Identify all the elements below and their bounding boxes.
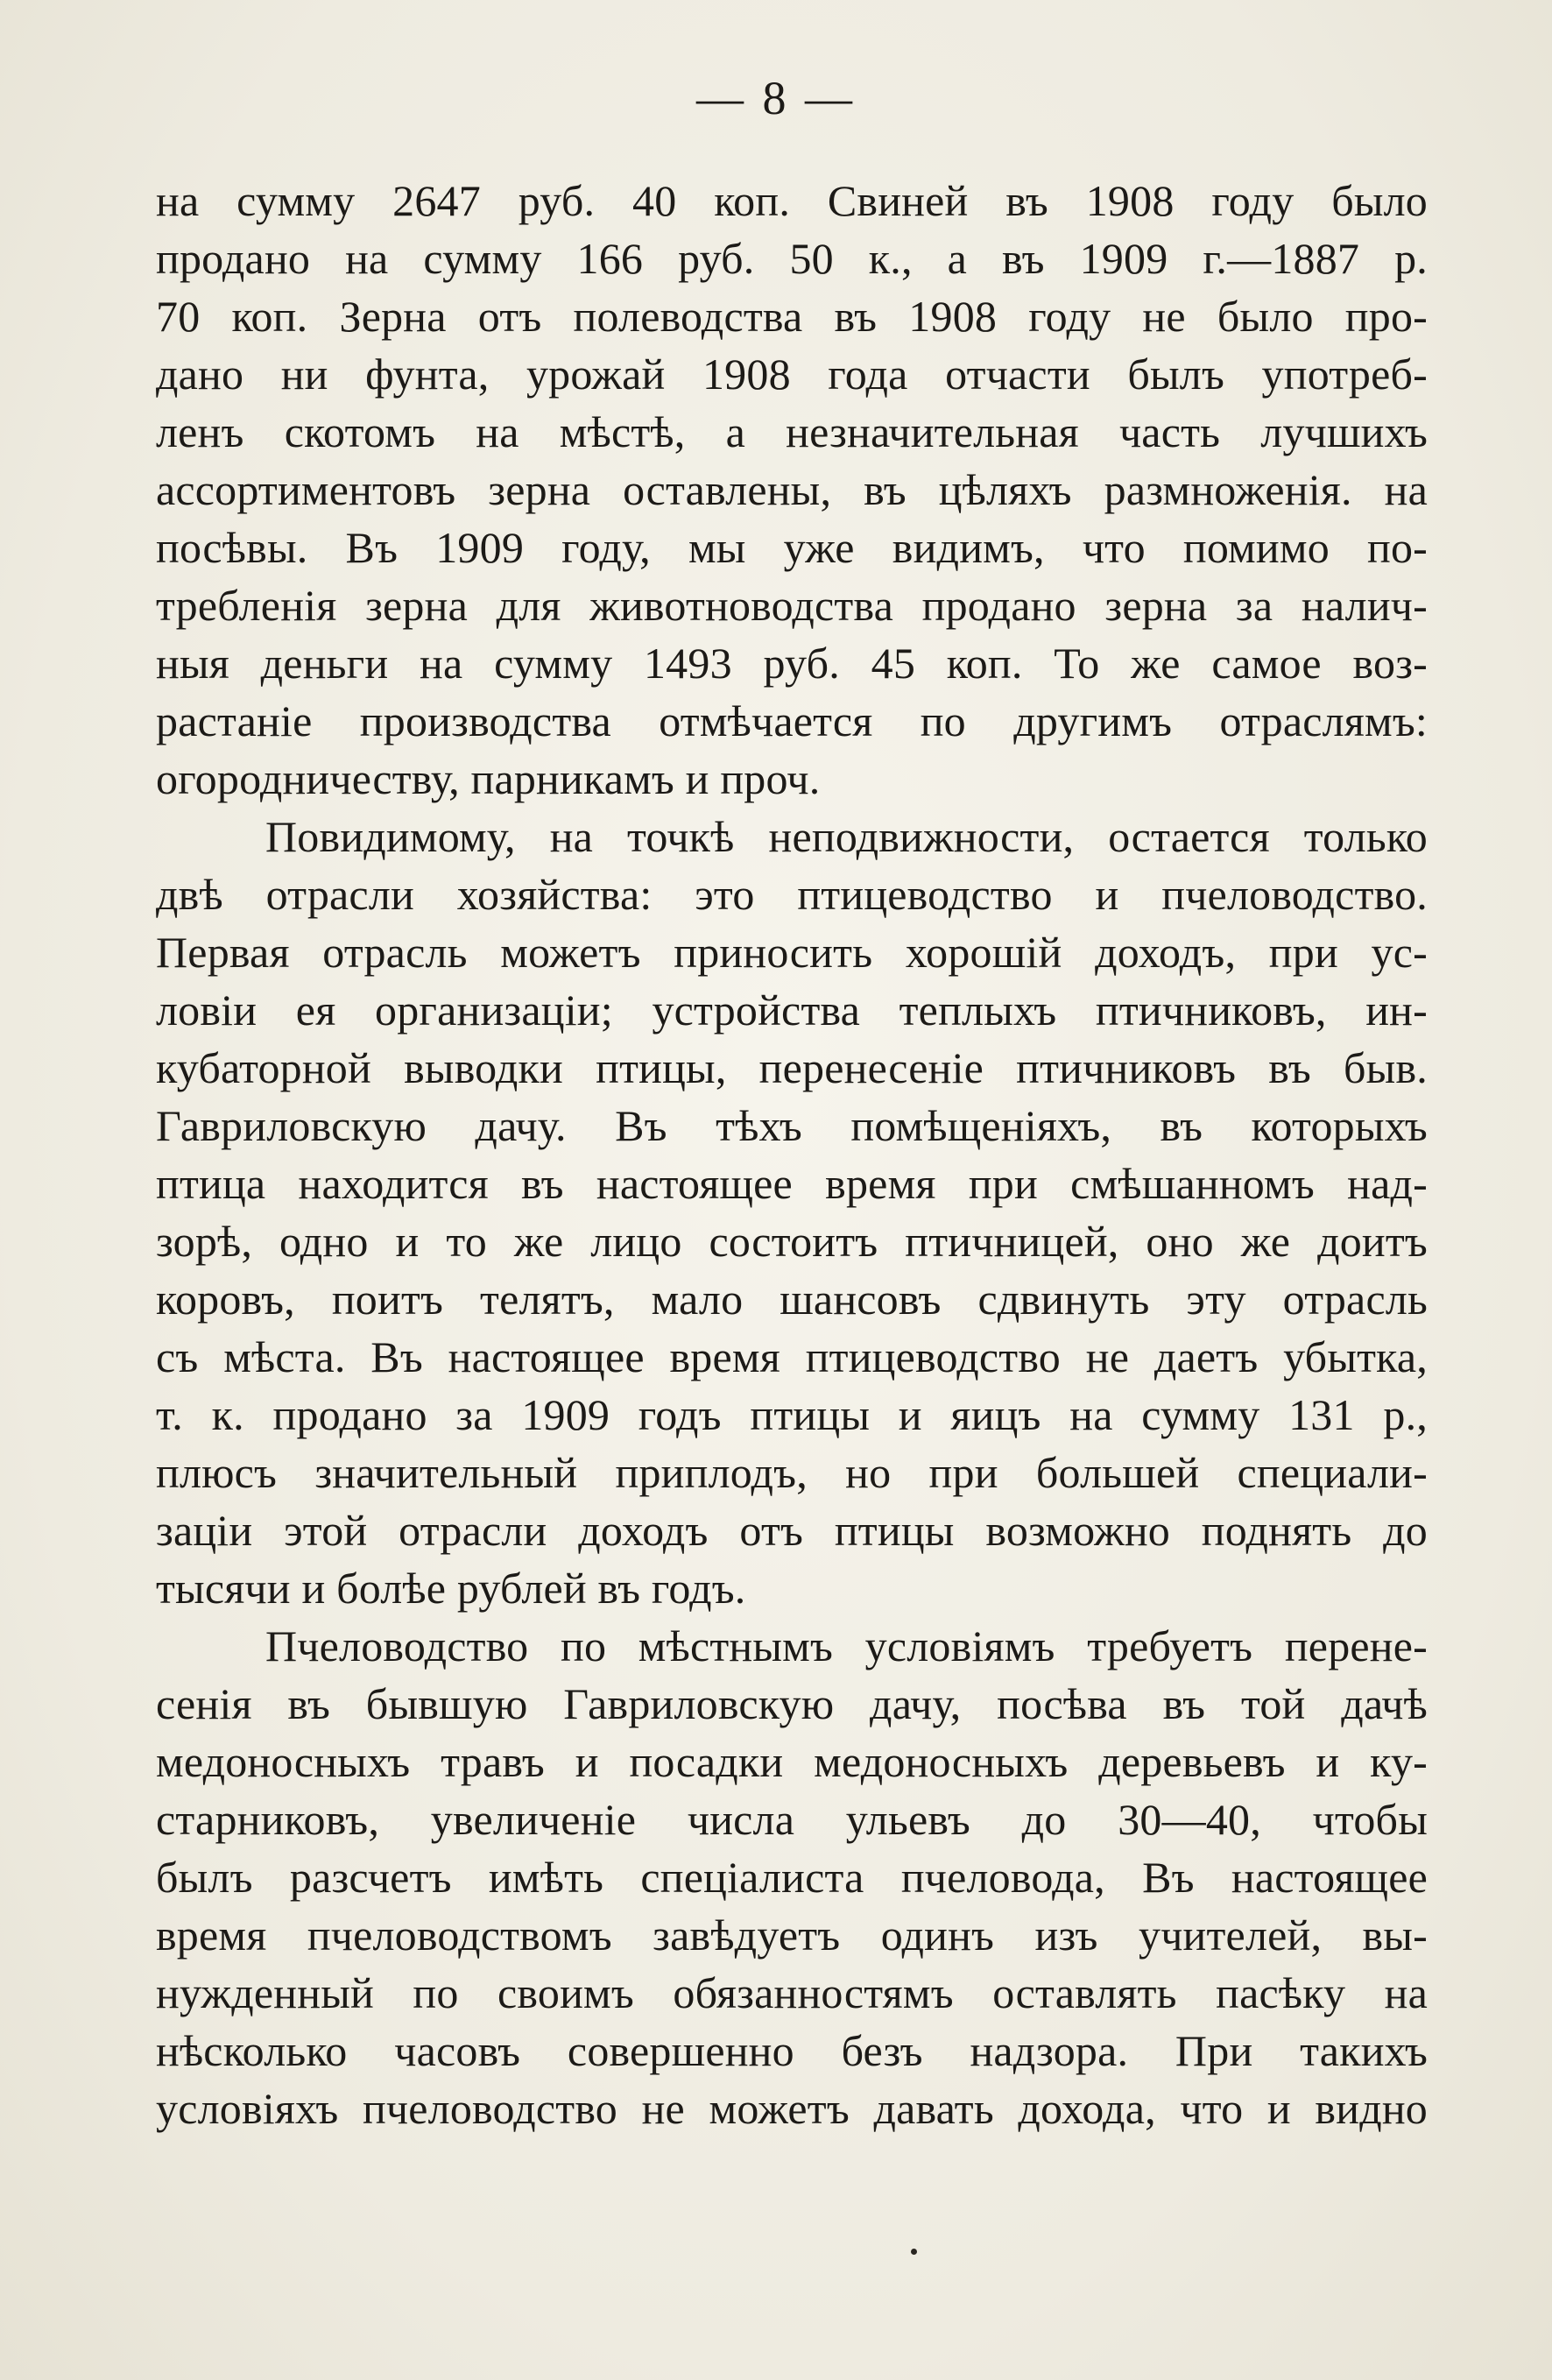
text-line: Пчеловодство по мѣстнымъ условіямъ требуетъ перене- <box>265 1621 1428 1670</box>
text-line: на сумму 2647 руб. 40 коп. Свиней въ 1908 году было <box>156 176 1428 225</box>
text-line: Повидимому, на точкѣ неподвижности, остается только <box>265 812 1428 861</box>
text-line: заціи этой отрасли доходъ отъ птицы возможно поднять до <box>156 1506 1428 1555</box>
ink-dot <box>911 2249 917 2255</box>
text-line: птица находится въ настоящее время при смѣшанномъ над- <box>156 1159 1428 1208</box>
text-line: растаніе производства отмѣчается по другимъ отраслямъ: <box>156 696 1428 745</box>
text-line: двѣ отрасли хозяйства: это птицеводство и пчеловодство. <box>156 870 1428 919</box>
text-line: коровъ, поитъ телятъ, мало шансовъ сдвинуть эту отрасль <box>156 1275 1428 1324</box>
text-line: былъ разсчетъ имѣть спеціалиста пчеловода, Въ настоящее <box>156 1853 1428 1902</box>
text-line: нѣсколько часовъ совершенно безъ надзора. При такихъ <box>156 2026 1428 2075</box>
text-line: съ мѣста. Въ настоящее время птицеводство не даетъ убытка, <box>156 1332 1428 1381</box>
text-line: тысячи и болѣе рублей въ годъ. <box>156 1564 746 1613</box>
text-line: плюсъ значительный приплодъ, но при большей специали- <box>156 1448 1428 1497</box>
text-line: сенія въ бывшую Гавриловскую дачу, посѣва въ той дачѣ <box>156 1679 1428 1728</box>
text-line: требленія зерна для животноводства продано зерна за налич- <box>156 581 1428 630</box>
text-line: ассортиментовъ зерна оставлены, въ цѣляхъ размноженія. на <box>156 465 1428 514</box>
text-line: время пчеловодствомъ завѣдуетъ одинъ изъ учителей, вы- <box>156 1910 1428 1960</box>
text-line: Гавриловскую дачу. Въ тѣхъ помѣщеніяхъ, въ которыхъ <box>156 1101 1428 1150</box>
text-line: ловіи ея организаціи; устройства теплыхъ птичниковъ, ин- <box>156 985 1428 1035</box>
text-line: условіяхъ пчеловодство не можетъ давать дохода, что и видно <box>156 2084 1428 2133</box>
page-number: — 8 — <box>696 72 856 124</box>
text-line: нужденный по своимъ обязанностямъ оставлять пасѣку на <box>156 1968 1428 2017</box>
text-line: продано на сумму 166 руб. 50 к., а въ 1909 г.—1887 р. <box>156 234 1428 283</box>
text-line: старниковъ, увеличеніе числа ульевъ до 30—40, чтобы <box>156 1795 1428 1844</box>
text-line: дано ни фунта, урожай 1908 года отчасти былъ употреб- <box>156 350 1428 399</box>
text-line: огородничеству, парникамъ и проч. <box>156 754 821 803</box>
text-line: ленъ скотомъ на мѣстѣ, а незначительная часть лучшихъ <box>156 407 1428 456</box>
text-line: т. к. продано за 1909 годъ птицы и яицъ на сумму 131 р., <box>156 1390 1428 1439</box>
text-line: кубаторной выводки птицы, перенесеніе птичниковъ въ быв. <box>156 1043 1428 1092</box>
paragraph <box>156 172 1428 808</box>
text-line: 70 коп. Зерна отъ полеводства въ 1908 году не было про- <box>156 292 1428 341</box>
paragraph <box>156 808 1428 1617</box>
text-line: зорѣ, одно и то же лицо состоитъ птичницей, оно же доитъ <box>156 1217 1428 1266</box>
text-line: Первая отрасль можетъ приносить хорошій доходъ, при ус- <box>156 928 1428 977</box>
text-line: медоносныхъ травъ и посадки медоносныхъ деревьевъ и ку- <box>156 1737 1428 1786</box>
text-line: ныя деньги на сумму 1493 руб. 45 коп. То же самое воз- <box>156 639 1428 688</box>
text-line: посѣвы. Въ 1909 году, мы уже видимъ, что помимо по- <box>156 523 1428 572</box>
paragraph <box>156 1617 1428 2137</box>
body-text <box>156 172 1428 2137</box>
